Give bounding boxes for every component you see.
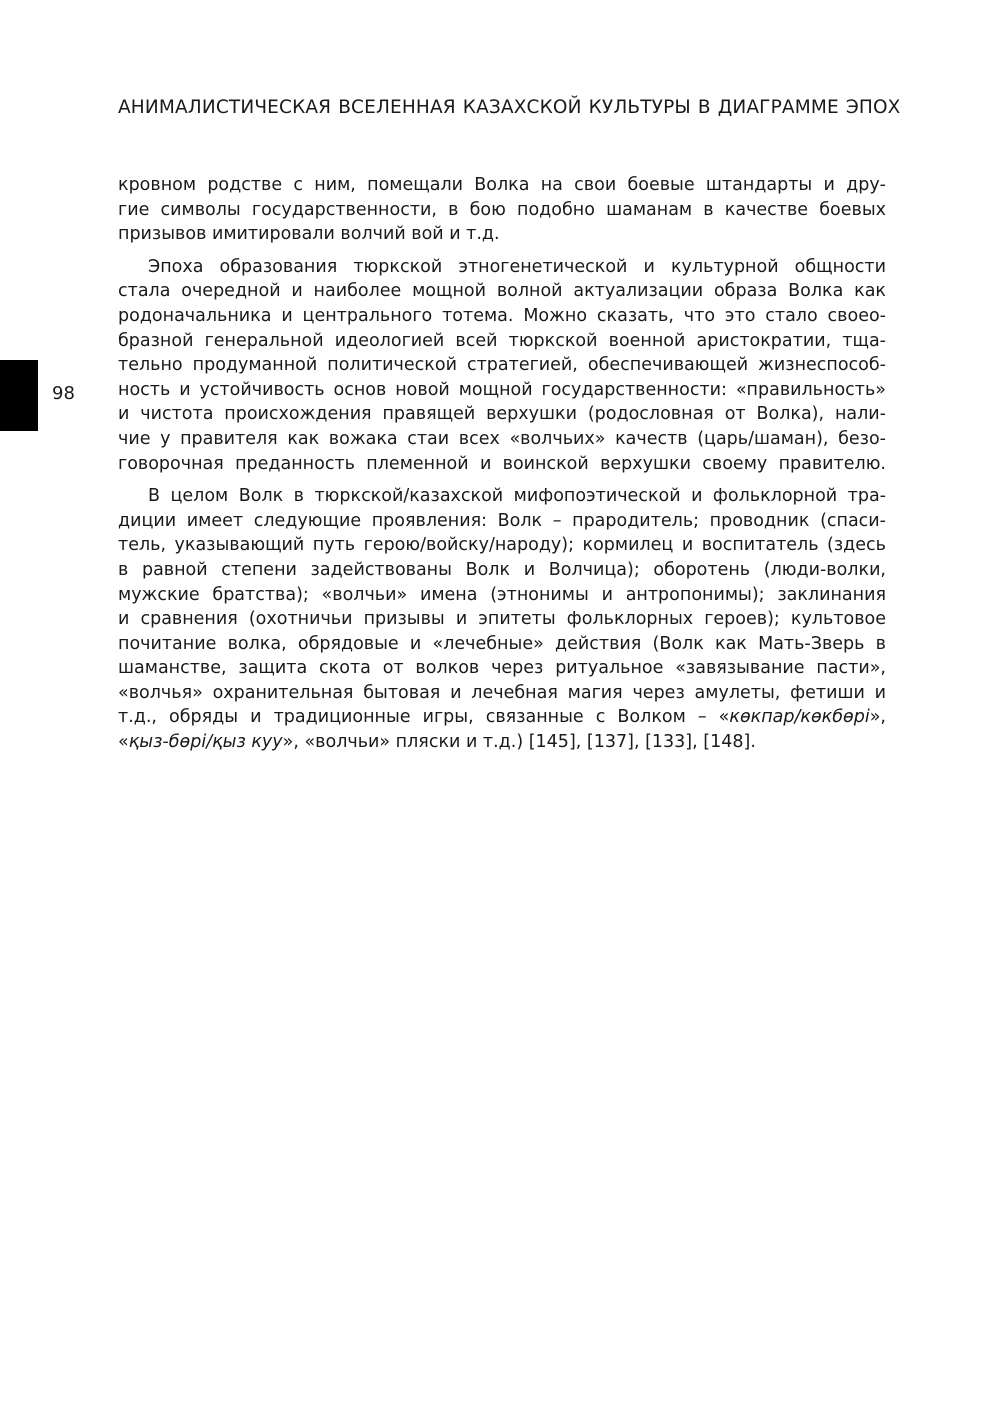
text-line: и сравнения (охотничьи призывы и эпитеты фольклорных героев); культовое — [118, 609, 886, 630]
page-edge-tab — [0, 360, 38, 431]
text-line: говорочная преданность племенной и воинской верхушки своему правителю. — [118, 453, 886, 474]
text-line: ность и устойчивость основ новой мощной государственности: «правильность» — [118, 379, 886, 400]
body-text — [118, 173, 886, 763]
text-line: чие у правителя как вожака стаи всех «волчьих» качеств (царь/шаман), безо- — [118, 428, 886, 449]
text-line: стала очередной и наиболее мощной волной актуализации образа Волка как — [118, 281, 886, 302]
text-line: в равной степени задействованы Волк и Волчица); оборотень (люди-волки, — [118, 559, 886, 580]
text-line-with-italic — [118, 730, 886, 755]
text-line: мужские братства); «волчьи» имена (этнонимы и антропонимы); заклинания — [118, 584, 886, 605]
text-line: диции имеет следующие проявления: Волк – прародитель; проводник (спаси- — [118, 510, 886, 531]
text-line: тельно продуманной политической стратегией, обеспечивающей жизнеспособ- — [118, 355, 886, 376]
paragraph-1 — [118, 173, 886, 247]
text-line: В целом Волк в тюркской/казахской мифопоэтической и фольклорной тра- — [148, 486, 886, 507]
text-line: шаманстве, защита скота от волков через ритуальное «завязывание пасти», — [118, 658, 886, 679]
text-line: призывов имитировали волчий вой и т.д. — [118, 224, 500, 245]
italic-term: қыз-бөрі/қыз куу — [128, 732, 283, 753]
text-line: бразной генеральной идеологией всей тюркской военной аристократии, тща- — [118, 330, 886, 351]
text-segment: », — [869, 707, 886, 728]
text-line: гие символы государственности, в бою подобно шаманам в качестве боевых — [118, 199, 886, 220]
text-segment: « — [118, 732, 129, 753]
paragraph-3 — [118, 484, 886, 755]
paragraph-2 — [118, 255, 886, 476]
text-line: кровном родстве с ним, помещали Волка на свои боевые штандарты и дру- — [118, 175, 886, 195]
text-line: «волчья» охранительная бытовая и лечебная магия через амулеты, фетиши и — [118, 682, 886, 703]
page-number: 98 — [52, 383, 75, 404]
running-header: АНИМАЛИСТИЧЕСКАЯ ВСЕЛЕННАЯ КАЗАХСКОЙ КУЛЬТУРЫ В ДИАГРАММЕ ЭПОХ — [118, 97, 901, 118]
text-segment: », «волчьи» пляски и т.д.) [145], [137], [133], [148]. — [282, 732, 756, 753]
text-line: почитание волка, обрядовые и «лечебные» действия (Волк как Мать-Зверь в — [118, 633, 886, 654]
text-line: тель, указывающий путь герою/войску/народу); кормилец и воспитатель (здесь — [118, 535, 886, 556]
text-line: и чистота происхождения правящей верхушки (родословная от Волка), нали- — [118, 404, 886, 425]
text-line: родоначальника и центрального тотема. Можно сказать, что это стало своео- — [118, 305, 886, 326]
italic-term: көкпар/көкбөрі — [729, 707, 870, 728]
text-segment: т.д., обряды и традиционные игры, связанные с Волком – « — [118, 707, 730, 728]
text-line: Эпоха образования тюркской этногенетической и культурной общности — [148, 256, 886, 277]
text-line-with-italic — [118, 705, 886, 730]
